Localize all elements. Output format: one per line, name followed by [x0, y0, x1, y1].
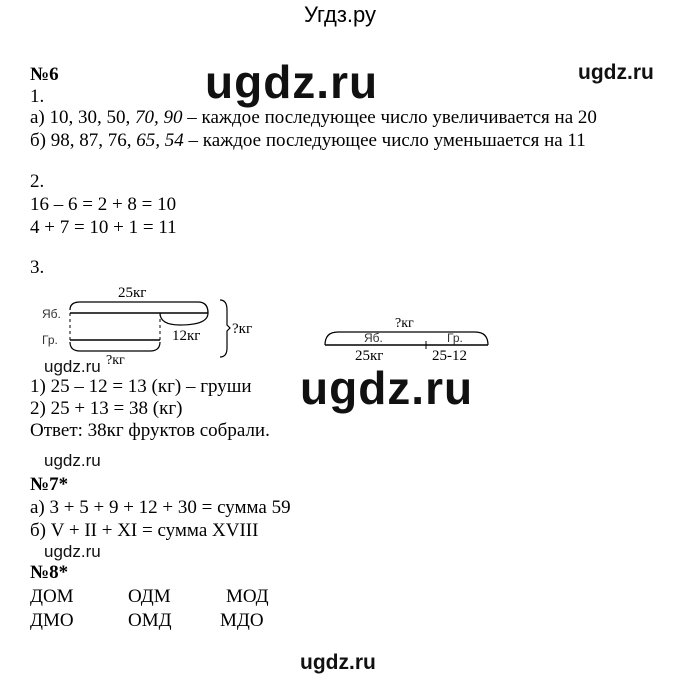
watermark: ugdz.ru — [44, 542, 101, 561]
text: – каждое последующее число увеличивается на 20 — [182, 107, 597, 128]
part-1-label: 1. — [30, 86, 45, 107]
text: б) 98, 87, 76, — [30, 130, 137, 151]
label-25-12: 25-12 — [432, 348, 467, 364]
word: ОМД — [128, 610, 172, 631]
word: ДМО — [30, 610, 74, 631]
label-total-2: ?кг — [395, 316, 414, 331]
brace-diff — [160, 313, 208, 325]
watermark: ugdz.ru — [44, 451, 101, 470]
task-7a: а) 3 + 5 + 9 + 12 + 30 = сумма 59 — [30, 497, 291, 518]
word: МДО — [220, 610, 264, 631]
part-2-line-1: 16 – 6 = 2 + 8 = 10 — [30, 194, 177, 215]
watermark: ugdz.ru — [578, 61, 654, 84]
watermark: ugdz.ru — [300, 362, 474, 414]
part-2-label: 2. — [30, 171, 45, 192]
label-pears-2: Гр. — [447, 331, 463, 345]
part-1a — [30, 107, 597, 129]
label-apples-2: Яб. — [364, 331, 383, 345]
word: МОД — [226, 586, 269, 607]
word: ОДМ — [128, 586, 171, 607]
task-6-title: №6 — [30, 64, 59, 85]
watermark: ugdz.ru — [44, 357, 101, 376]
brace-top-2 — [325, 332, 488, 345]
brace-right — [220, 300, 230, 357]
diagram-segments — [20, 280, 500, 365]
italic-answer: 70, 90 — [135, 107, 183, 128]
label-total: ?кг — [232, 321, 253, 337]
italic-answer: 65, 54 — [136, 130, 184, 151]
label-pears-unknown: ?кг — [106, 353, 125, 365]
text: а) 10, 30, 50, — [30, 107, 136, 128]
solution-step-1: 1) 25 – 12 = 13 (кг) – груши — [30, 376, 252, 397]
solution-step-2: 2) 25 + 13 = 38 (кг) — [30, 398, 183, 419]
part-1b — [30, 130, 586, 152]
part-3-label: 3. — [30, 257, 45, 278]
watermark: ugdz.ru — [205, 56, 379, 108]
answer: Ответ: 38кг фруктов собрали. — [30, 420, 270, 441]
label-pears: Гр. — [42, 333, 58, 347]
part-2-line-2: 4 + 7 = 10 + 1 = 11 — [30, 217, 177, 238]
watermark: ugdz.ru — [300, 651, 376, 674]
site-title: Угдз.ру — [303, 2, 377, 27]
task-7b: б) V + II + XI = сумма XVIII — [30, 520, 259, 541]
label-apples: Яб. — [42, 307, 61, 321]
label-12kg: 12кг — [172, 328, 201, 344]
label-25kg: 25кг — [118, 285, 147, 301]
word: ДОМ — [30, 586, 74, 607]
label-25kg-2: 25кг — [355, 348, 384, 364]
text: – каждое последующее число уменьшается на 11 — [183, 130, 586, 151]
task-8-title: №8* — [30, 562, 69, 583]
brace-bottom — [70, 342, 160, 351]
task-7-title: №7* — [30, 474, 69, 495]
brace-top — [70, 302, 208, 313]
